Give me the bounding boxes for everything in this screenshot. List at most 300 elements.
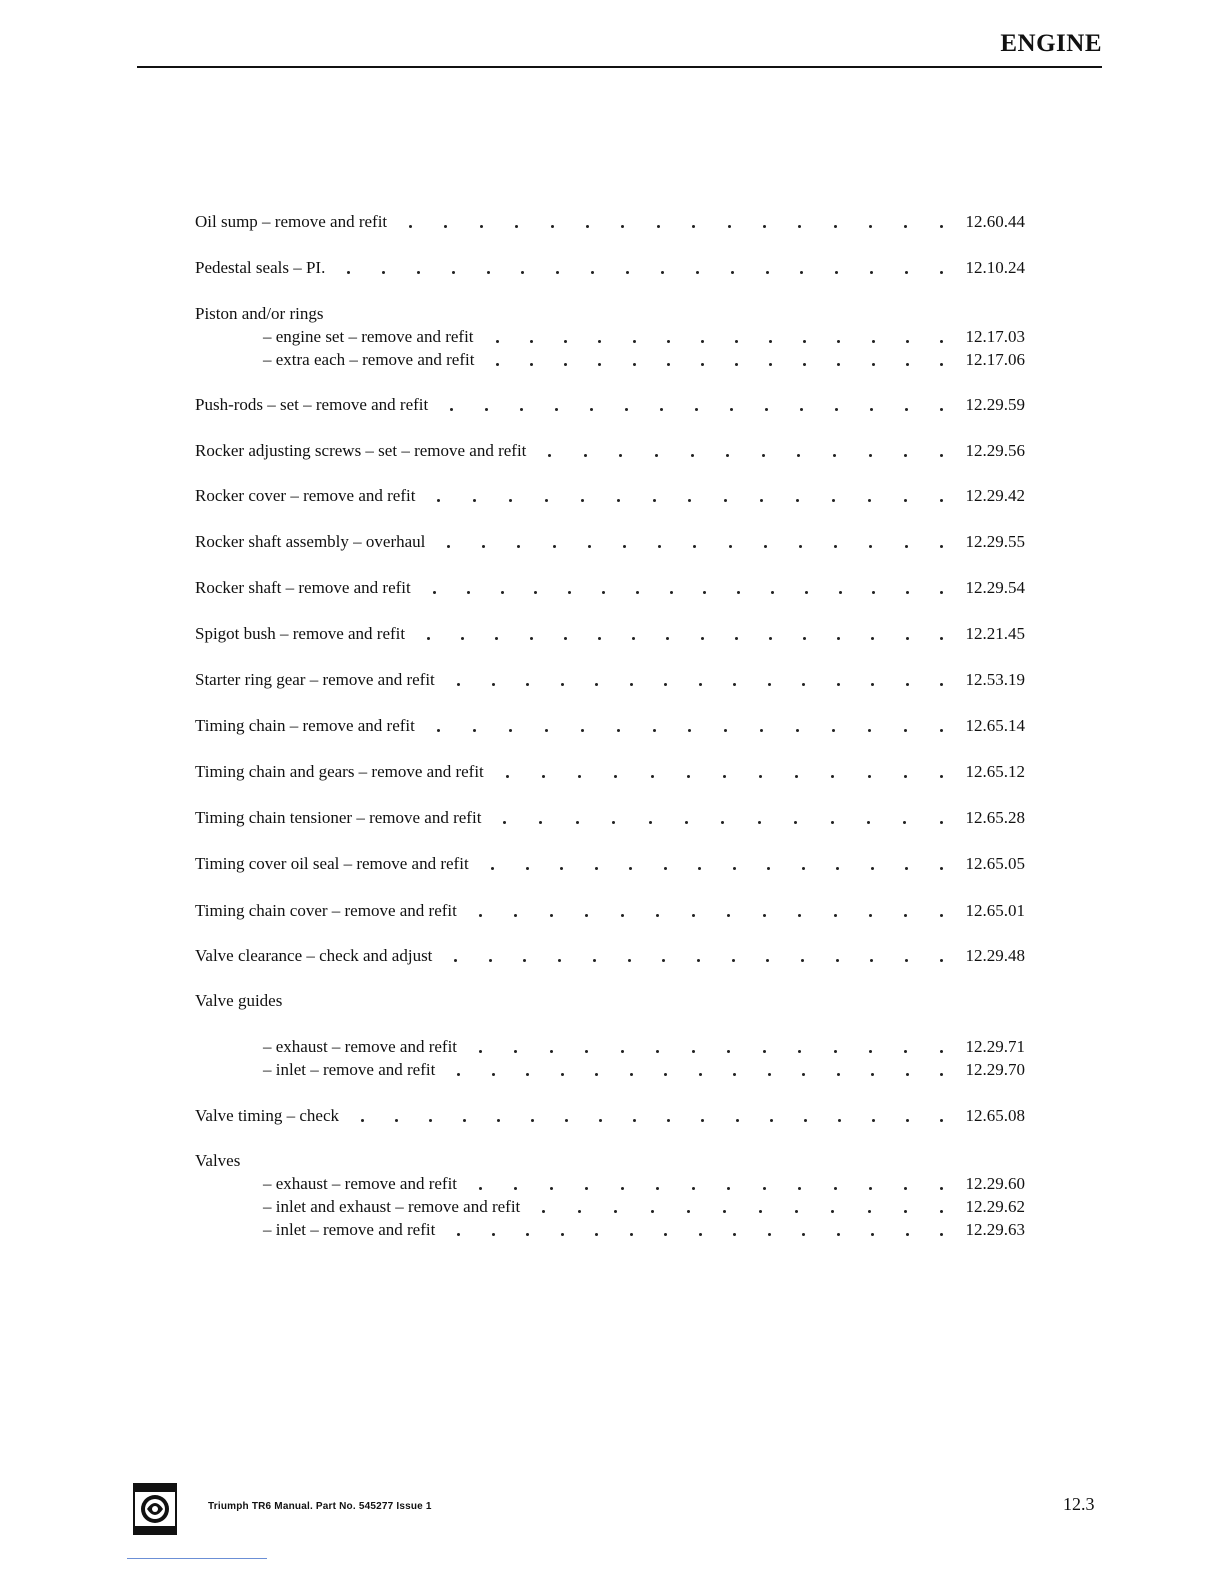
leader-dot <box>625 408 628 411</box>
leader-dot <box>454 959 457 962</box>
leader-dot <box>871 1233 874 1236</box>
index-entry <box>195 484 1025 508</box>
leader-dot <box>763 914 766 917</box>
entry-label: Timing chain – remove and refit <box>195 716 415 735</box>
leader-dot <box>409 225 412 228</box>
leader-dot <box>661 271 664 274</box>
leader-dot <box>832 499 835 502</box>
leader-dot <box>656 1050 659 1053</box>
entry-label: Valve clearance – check and adjust <box>195 946 433 965</box>
leader-dot <box>630 1073 633 1076</box>
leader-dot <box>762 454 765 457</box>
leader-dot <box>940 683 943 686</box>
operation-code: 12.65.28 <box>965 808 1025 827</box>
leader-dot <box>940 340 943 343</box>
leader-dot <box>871 1073 874 1076</box>
leader-dot <box>904 775 907 778</box>
leader-dot <box>834 1050 837 1053</box>
leader-dot <box>485 408 488 411</box>
leader-dot <box>649 821 652 824</box>
leader-dot <box>759 775 762 778</box>
index-entry <box>195 210 1025 234</box>
leader-dot <box>872 340 875 343</box>
leader-dot <box>803 363 806 366</box>
leader-dot <box>906 340 909 343</box>
index-group-heading <box>195 989 1025 1013</box>
leader-dot <box>630 683 633 686</box>
leader-dot <box>685 821 688 824</box>
leader-dot <box>561 1073 564 1076</box>
leader-dot <box>800 271 803 274</box>
leader-dot <box>429 1119 432 1122</box>
leader-dot <box>653 499 656 502</box>
leader-dot <box>556 271 559 274</box>
leader-dot <box>473 499 476 502</box>
leader-dot <box>724 729 727 732</box>
operation-code: 12.29.42 <box>965 486 1025 505</box>
operation-code: 12.29.60 <box>965 1174 1025 1193</box>
leader-dot <box>590 408 593 411</box>
leader-dot <box>868 499 871 502</box>
leader-dot <box>870 408 873 411</box>
leader-dot <box>904 454 907 457</box>
leader-dot <box>837 683 840 686</box>
leader-dot <box>633 363 636 366</box>
leader-dot <box>585 1050 588 1053</box>
index-entry <box>195 256 1025 280</box>
leader-dot <box>619 454 622 457</box>
leader-dot <box>653 729 656 732</box>
leader-dot <box>691 454 694 457</box>
leader-dot <box>831 1210 834 1213</box>
leader-dot <box>612 821 615 824</box>
entry-label: Rocker cover – remove and refit <box>195 486 416 505</box>
operation-code: 12.17.06 <box>965 350 1025 369</box>
leader-dot <box>940 591 943 594</box>
page-number: 12.3 <box>1063 1494 1095 1514</box>
leader-dot <box>457 1233 460 1236</box>
leader-dot <box>598 637 601 640</box>
leader-dot <box>520 408 523 411</box>
leader-dot <box>803 340 806 343</box>
leader-dot <box>593 959 596 962</box>
leader-dot <box>514 1050 517 1053</box>
leader-dot <box>872 1119 875 1122</box>
leader-dot <box>904 914 907 917</box>
leader-dot <box>730 408 733 411</box>
leader-dot <box>940 1187 943 1190</box>
leader-dot <box>437 729 440 732</box>
leader-dot <box>395 1119 398 1122</box>
leader-dot <box>770 1119 773 1122</box>
leader-dot <box>940 959 943 962</box>
leader-dot <box>492 1073 495 1076</box>
leader-dot <box>940 408 943 411</box>
leader-dot <box>545 729 548 732</box>
leader-dot <box>568 591 571 594</box>
leader-dot <box>617 499 620 502</box>
leader-dot <box>514 1187 517 1190</box>
leader-dot <box>699 683 702 686</box>
index-group-heading <box>195 1149 1025 1173</box>
leader-dot <box>869 1187 872 1190</box>
leader-dot <box>794 821 797 824</box>
leader-dot <box>698 867 701 870</box>
leader-dot <box>903 821 906 824</box>
leader-dot <box>904 729 907 732</box>
leader-dot <box>940 1210 943 1213</box>
index-entry <box>195 852 1025 876</box>
leader-dot <box>539 821 542 824</box>
dot-leader <box>479 1172 943 1196</box>
index-entry <box>195 1172 1025 1196</box>
dot-leader <box>542 1195 943 1219</box>
index-entry <box>195 944 1025 968</box>
leader-dot <box>763 225 766 228</box>
leader-dot <box>940 637 943 640</box>
dot-leader <box>548 439 943 463</box>
operation-code: 12.29.70 <box>965 1060 1025 1079</box>
manual-footer-text: Triumph TR6 Manual. Part No. 545277 Issue 1 <box>208 1501 432 1512</box>
leader-dot <box>767 867 770 870</box>
leader-dot <box>530 340 533 343</box>
leader-dot <box>688 499 691 502</box>
index-entry <box>195 325 1025 349</box>
leader-dot <box>831 821 834 824</box>
dot-leader <box>479 899 943 923</box>
leader-dot <box>629 867 632 870</box>
entry-label: Valves <box>195 1151 241 1170</box>
index-entry <box>195 1058 1025 1082</box>
leader-dot <box>427 637 430 640</box>
dot-leader <box>450 393 943 417</box>
leader-dot <box>457 683 460 686</box>
leader-dot <box>805 591 808 594</box>
leader-dot <box>904 1210 907 1213</box>
leader-dot <box>872 363 875 366</box>
leader-dot <box>727 914 730 917</box>
entry-label: Rocker shaft – remove and refit <box>195 578 411 597</box>
dot-leader <box>479 1035 943 1059</box>
leader-dot <box>548 454 551 457</box>
leader-dot <box>542 775 545 778</box>
entry-label: Rocker adjusting screws – set – remove and refit <box>195 441 527 460</box>
dot-leader <box>347 256 943 280</box>
leader-dot <box>553 545 556 548</box>
leader-dot <box>688 729 691 732</box>
leader-dot <box>940 545 943 548</box>
leader-dot <box>491 867 494 870</box>
leader-dot <box>870 271 873 274</box>
leader-dot <box>802 1233 805 1236</box>
leader-dot <box>550 914 553 917</box>
leader-dot <box>497 1119 500 1122</box>
leader-dot <box>766 271 769 274</box>
leader-dot <box>759 1210 762 1213</box>
leader-dot <box>940 914 943 917</box>
leader-dot <box>578 1210 581 1213</box>
leader-dot <box>628 959 631 962</box>
leader-dot <box>660 408 663 411</box>
leader-dot <box>595 867 598 870</box>
leader-dot <box>692 225 695 228</box>
leader-dot <box>521 271 524 274</box>
leader-dot <box>905 959 908 962</box>
leader-dot <box>940 867 943 870</box>
leader-dot <box>837 363 840 366</box>
leader-dot <box>664 1233 667 1236</box>
entry-label: – inlet and exhaust – remove and refit <box>263 1197 521 1216</box>
index-entry <box>195 806 1025 830</box>
leader-dot <box>769 637 772 640</box>
leader-dot <box>801 959 804 962</box>
leader-dot <box>904 225 907 228</box>
leader-dot <box>906 363 909 366</box>
leader-dot <box>906 1119 909 1122</box>
leader-dot <box>940 225 943 228</box>
header-rule <box>137 66 1102 68</box>
leader-dot <box>905 408 908 411</box>
entry-label: Rocker shaft assembly – overhaul <box>195 532 426 551</box>
leader-dot <box>664 867 667 870</box>
leader-dot <box>701 637 704 640</box>
operation-code: 12.53.19 <box>965 670 1025 689</box>
leader-dot <box>940 454 943 457</box>
leader-dot <box>869 225 872 228</box>
leader-dot <box>727 1187 730 1190</box>
operation-code: 12.65.05 <box>965 854 1025 873</box>
leader-dot <box>869 1050 872 1053</box>
leader-dot <box>940 363 943 366</box>
leader-dot <box>735 363 738 366</box>
leader-dot <box>617 729 620 732</box>
leader-dot <box>633 340 636 343</box>
leader-dot <box>906 637 909 640</box>
leader-dot <box>417 271 420 274</box>
leader-dot <box>835 408 838 411</box>
leader-dot <box>733 1233 736 1236</box>
entry-label: Spigot bush – remove and refit <box>195 624 406 643</box>
leader-dot <box>871 867 874 870</box>
leader-dot <box>905 867 908 870</box>
leader-dot <box>655 454 658 457</box>
operation-code: 12.10.24 <box>965 258 1025 277</box>
entry-label: – exhaust – remove and refit <box>263 1037 458 1056</box>
operation-code: 12.65.01 <box>965 901 1025 920</box>
leader-dot <box>733 1073 736 1076</box>
leader-dot <box>565 1119 568 1122</box>
leader-dot <box>869 914 872 917</box>
leader-dot <box>598 363 601 366</box>
leader-dot <box>940 729 943 732</box>
leader-dot <box>736 1119 739 1122</box>
leader-dot <box>651 1210 654 1213</box>
leader-dot <box>803 637 806 640</box>
leader-dot <box>769 340 772 343</box>
footer-rule <box>127 1558 267 1559</box>
leader-dot <box>666 637 669 640</box>
leader-dot <box>701 1119 704 1122</box>
leader-dot <box>599 1119 602 1122</box>
leader-dot <box>656 914 659 917</box>
leader-dot <box>585 1187 588 1190</box>
index-entry <box>195 760 1025 784</box>
leader-dot <box>760 499 763 502</box>
leader-dot <box>588 545 591 548</box>
leader-dot <box>837 1233 840 1236</box>
leader-dot <box>584 454 587 457</box>
operation-code: 12.29.56 <box>965 441 1025 460</box>
entry-label: Timing chain and gears – remove and refit <box>195 762 484 781</box>
leader-dot <box>657 225 660 228</box>
leader-dot <box>831 775 834 778</box>
british-leyland-logo-icon <box>133 1483 177 1535</box>
index-entry <box>195 668 1025 692</box>
leader-dot <box>595 1073 598 1076</box>
leader-dot <box>621 914 624 917</box>
leader-dot <box>480 225 483 228</box>
leader-dot <box>940 1119 943 1122</box>
leader-dot <box>768 683 771 686</box>
leader-dot <box>530 363 533 366</box>
leader-dot <box>798 225 801 228</box>
leader-dot <box>906 591 909 594</box>
leader-dot <box>701 363 704 366</box>
leader-dot <box>906 683 909 686</box>
leader-dot <box>799 545 802 548</box>
leader-dot <box>621 1187 624 1190</box>
leader-dot <box>509 729 512 732</box>
leader-dot <box>667 363 670 366</box>
leader-dot <box>457 1073 460 1076</box>
leader-dot <box>721 821 724 824</box>
leader-dot <box>870 959 873 962</box>
dot-leader <box>437 714 943 738</box>
leader-dot <box>760 729 763 732</box>
leader-dot <box>687 775 690 778</box>
leader-dot <box>763 1050 766 1053</box>
leader-dot <box>906 1073 909 1076</box>
leader-dot <box>804 1119 807 1122</box>
leader-dot <box>723 1210 726 1213</box>
leader-dot <box>703 591 706 594</box>
leader-dot <box>692 914 695 917</box>
leader-dot <box>492 683 495 686</box>
entry-label: Pedestal seals – PI. <box>195 258 326 277</box>
leader-dot <box>836 959 839 962</box>
entry-label: Valve guides <box>195 991 283 1010</box>
leader-dot <box>837 637 840 640</box>
entry-label: – inlet – remove and refit <box>263 1060 436 1079</box>
leader-dot <box>542 1210 545 1213</box>
operation-code: 12.29.55 <box>965 532 1025 551</box>
leader-dot <box>940 821 943 824</box>
dot-leader <box>457 1218 943 1242</box>
leader-dot <box>837 1073 840 1076</box>
leader-dot <box>626 271 629 274</box>
dot-leader <box>496 348 943 372</box>
leader-dot <box>633 1119 636 1122</box>
operation-code: 12.29.71 <box>965 1037 1025 1056</box>
leader-dot <box>796 729 799 732</box>
leader-dot <box>729 545 732 548</box>
leader-dot <box>664 1073 667 1076</box>
index-entry <box>195 622 1025 646</box>
dot-leader <box>506 760 943 784</box>
entry-label: Push-rods – set – remove and refit <box>195 395 429 414</box>
leader-dot <box>452 271 455 274</box>
leader-dot <box>867 821 870 824</box>
index-entry <box>195 439 1025 463</box>
leader-dot <box>699 1233 702 1236</box>
leader-dot <box>667 1119 670 1122</box>
leader-dot <box>515 225 518 228</box>
leader-dot <box>800 408 803 411</box>
leader-dot <box>550 1050 553 1053</box>
leader-dot <box>444 225 447 228</box>
dot-leader <box>457 1058 943 1082</box>
index-entry <box>195 714 1025 738</box>
leader-dot <box>837 340 840 343</box>
leader-dot <box>623 545 626 548</box>
leader-dot <box>479 1187 482 1190</box>
operation-code: 12.29.54 <box>965 578 1025 597</box>
leader-dot <box>833 454 836 457</box>
leader-dot <box>727 1050 730 1053</box>
leader-dot <box>487 271 490 274</box>
leader-dot <box>437 499 440 502</box>
page-header-title: ENGINE <box>1000 30 1102 57</box>
leader-dot <box>531 1119 534 1122</box>
leader-dot <box>726 454 729 457</box>
leader-dot <box>463 1119 466 1122</box>
leader-dot <box>495 637 498 640</box>
leader-dot <box>361 1119 364 1122</box>
index-entry <box>195 1218 1025 1242</box>
operation-code: 12.60.44 <box>965 212 1025 231</box>
leader-dot <box>433 591 436 594</box>
entry-label: – exhaust – remove and refit <box>263 1174 458 1193</box>
leader-dot <box>530 637 533 640</box>
leader-dot <box>496 363 499 366</box>
leader-dot <box>763 1187 766 1190</box>
leader-dot <box>735 340 738 343</box>
operation-code: 12.65.08 <box>965 1106 1025 1125</box>
index-entry <box>195 348 1025 372</box>
leader-dot <box>479 914 482 917</box>
leader-dot <box>473 729 476 732</box>
leader-dot <box>658 545 661 548</box>
leader-dot <box>534 591 537 594</box>
leader-dot <box>871 683 874 686</box>
leader-dot <box>699 1073 702 1076</box>
leader-dot <box>509 499 512 502</box>
leader-dot <box>662 959 665 962</box>
leader-dot <box>735 637 738 640</box>
operation-code: 12.65.14 <box>965 716 1025 735</box>
leader-dot <box>798 1187 801 1190</box>
leader-dot <box>724 499 727 502</box>
leader-dot <box>656 1187 659 1190</box>
dot-leader <box>433 576 943 600</box>
leader-dot <box>836 867 839 870</box>
leader-dot <box>795 1210 798 1213</box>
leader-dot <box>581 729 584 732</box>
leader-dot <box>766 959 769 962</box>
leader-dot <box>768 1073 771 1076</box>
leader-dot <box>940 1050 943 1053</box>
leader-dot <box>834 914 837 917</box>
